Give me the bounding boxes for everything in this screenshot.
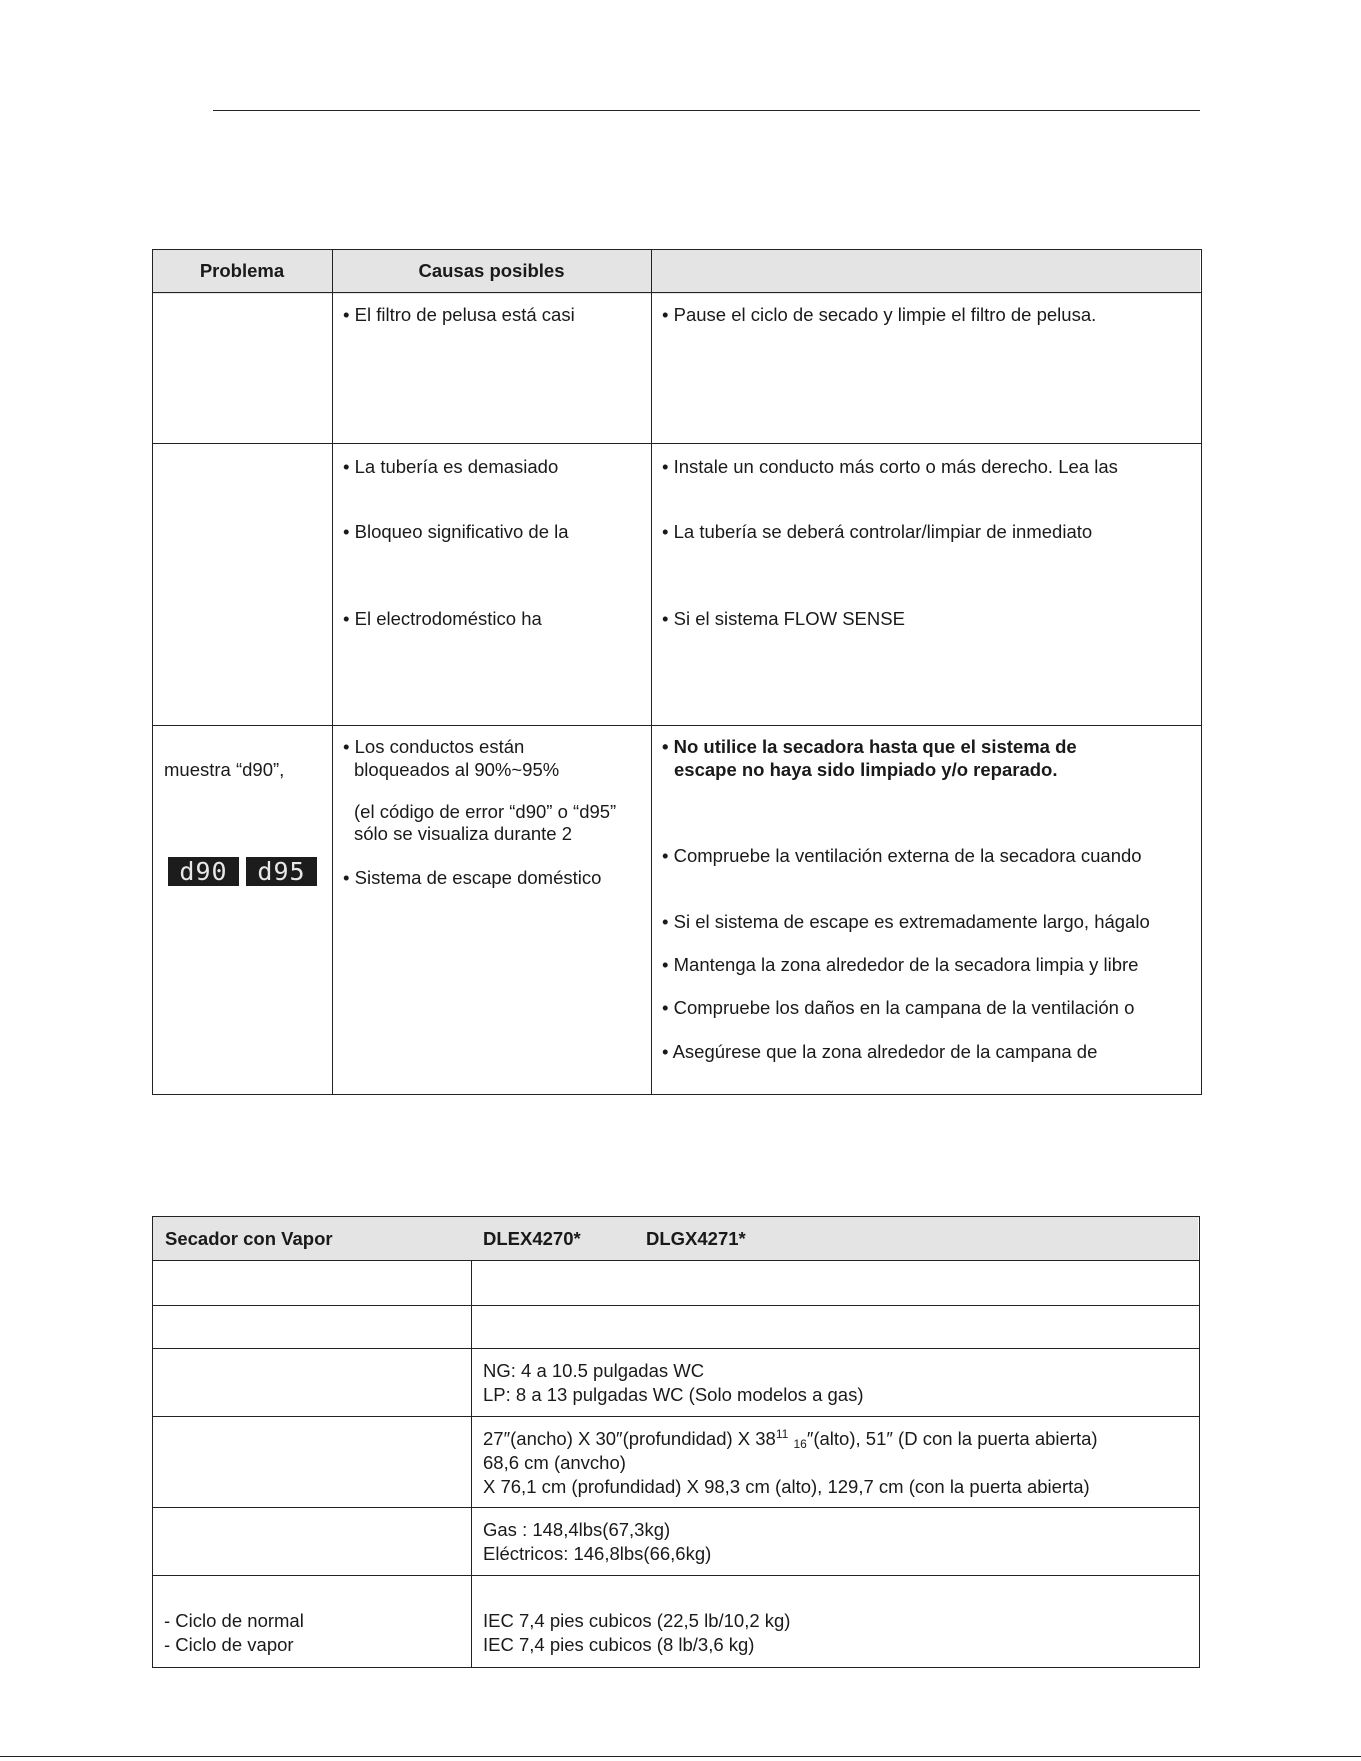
row3-warning-line2: escape no haya sido limpiado y/o reparado.	[674, 759, 1058, 780]
weight-electric: Eléctricos: 146,8lbs(66,6kg)	[483, 1543, 712, 1564]
dimensions-fraction-denominator: 16	[793, 1437, 807, 1452]
top-rule	[213, 110, 1200, 111]
error-display-d90: d90	[168, 857, 239, 886]
weight-gas: Gas : 148,4lbs(67,3kg)	[483, 1519, 671, 1540]
dimensions-imperial-b: ″(alto), 51″ (D con la puerta abierta)	[806, 1428, 1098, 1450]
row2-cause-2: • Bloqueo significativo de la	[343, 521, 569, 542]
dimensions-imperial-a: 27″(ancho) X 30″(profundidad) X 38	[483, 1428, 776, 1450]
row2-cause-1: • La tubería es demasiado	[343, 456, 559, 477]
specs-model-1: DLEX4270*	[483, 1228, 581, 1249]
specs-title: Secador con Vapor	[165, 1228, 333, 1249]
dimensions-fraction-numerator: 11	[775, 1427, 789, 1441]
row2-solution-3: • Si el sistema FLOW SENSE	[662, 608, 905, 629]
dimensions-metric-2: X 76,1 cm (profundidad) X 98,3 cm (alto), 129,7 cm (con la puerta abierta)	[483, 1476, 1090, 1497]
row3-solution-2: • Si el sistema de escape es extremadamente largo, hágalo	[662, 911, 1150, 932]
row3-cause-2: • Sistema de escape doméstico	[343, 867, 602, 888]
row2-cause-3: • El electrodoméstico ha	[343, 608, 542, 629]
row2-solution-1: • Instale un conducto más corto o más derecho. Lea las	[662, 456, 1118, 477]
capacity-label-steam: - Ciclo de vapor	[164, 1634, 294, 1655]
header-problem: Problema	[199, 260, 285, 281]
row3-solution-1: • Compruebe la ventilación externa de la secadora cuando	[662, 845, 1142, 866]
row2-solution-2: • La tubería se deberá controlar/limpiar de inmediato	[662, 521, 1093, 542]
dimensions-imperial	[483, 1427, 1098, 1450]
row1-cause: • El filtro de pelusa está casi	[343, 304, 575, 325]
row3-solution-4: • Compruebe los daños en la campana de la ventilación o	[662, 997, 1135, 1018]
error-display-d95: d95	[246, 857, 317, 886]
row1-solution: • Pause el ciclo de secado y limpie el filtro de pelusa.	[662, 304, 1097, 325]
dimensions-metric-1: 68,6 cm (anvcho)	[483, 1452, 626, 1473]
capacity-value-steam: IEC 7,4 pies cubicos (8 lb/3,6 kg)	[483, 1634, 755, 1655]
specs-model-2: DLGX4271*	[646, 1228, 746, 1249]
gas-pressure-ng: NG: 4 a 10.5 pulgadas WC	[483, 1360, 705, 1381]
row3-cause-1-line1: • Los conductos están	[343, 736, 525, 757]
row3-cause-1-line2: bloqueados al 90%~95%	[354, 759, 560, 780]
gas-pressure-lp: LP: 8 a 13 pulgadas WC (Solo modelos a gas)	[483, 1384, 864, 1405]
row3-cause-1-note1: (el código de error “d90” o “d95”	[354, 801, 617, 822]
row3-solution-3: • Mantenga la zona alrededor de la secadora limpia y libre	[662, 954, 1139, 975]
capacity-label-normal: - Ciclo de normal	[164, 1610, 304, 1631]
row3-warning-line1: • No utilice la secadora hasta que el sistema de	[662, 736, 1077, 757]
row3-solution-5: • Asegúrese que la zona alrededor de la campana de	[662, 1041, 1098, 1062]
capacity-value-normal: IEC 7,4 pies cubicos (22,5 lb/10,2 kg)	[483, 1610, 791, 1631]
bottom-rule	[0, 1756, 1361, 1757]
header-causes: Causas posibles	[418, 260, 565, 281]
row3-cause-1-note2: sólo se visualiza durante 2	[354, 823, 573, 844]
row3-problem: muestra “d90”,	[164, 759, 285, 780]
